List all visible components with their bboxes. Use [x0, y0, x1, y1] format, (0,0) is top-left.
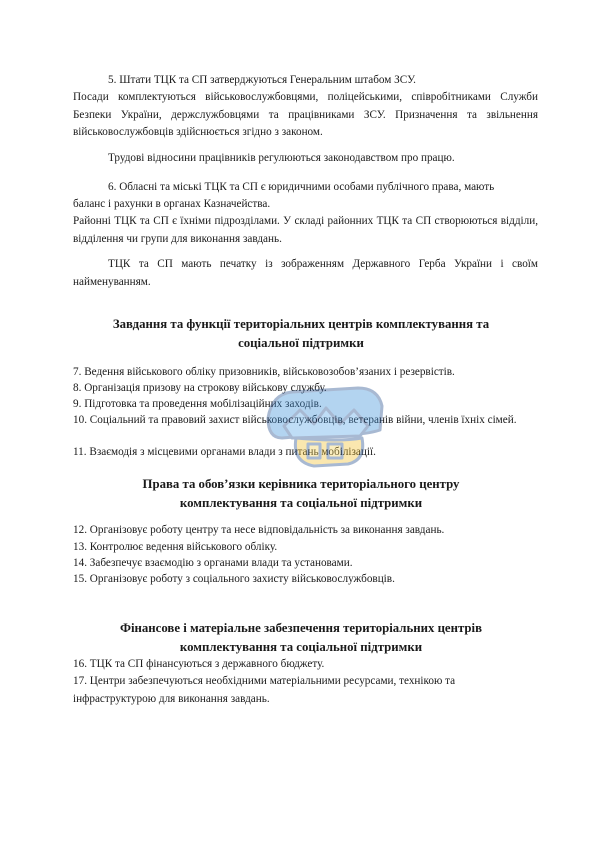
list-item: 13. Контролює ведення військового обліку.: [73, 541, 278, 553]
paragraph-6-first-line: 6. Обласні та міські ТЦК та СП є юридичними особами публічного права, мають: [108, 181, 495, 193]
heading-tasks-line-2: соціальної підтримки: [238, 336, 364, 350]
list-item: 16. ТЦК та СП фінансуються з державного бюджету.: [73, 658, 325, 670]
list-item: 8. Організація призову на строкову військову службу.: [73, 382, 327, 394]
paragraph-5-body: Посади комплектуються військовослужбовцями, поліцейськими, співробітниками Служби Безпеки України, держслужбовцями та працівниками ЗСУ. Призначення та звільнення військовослужбовців здійснюється згідно з законом.: [73, 91, 538, 138]
paragraph-labor-relations: Трудові відносини працівників регулюються законодавством про працю.: [108, 152, 455, 164]
paragraph-6-district-units: Районні ТЦК та СП є їхніми підрозділами. У складі районних ТЦК та СП створюються відділи, відділення чи групи для виконання завдань.: [73, 215, 538, 245]
paragraph-5-first-line: 5. Штати ТЦК та СП затверджуються Генеральним штабом ЗСУ.: [108, 74, 416, 86]
list-item: 11. Взаємодія з місцевими органами влади з питань мобілізації.: [73, 446, 376, 458]
paragraph-6-second-line: баланс і рахунки в органах Казначейства.: [73, 198, 271, 210]
heading-head-duties-line-2: комплектування та соціальної підтримки: [179, 496, 423, 510]
list-item: 15. Організовує роботу з соціального захисту військовослужбовців.: [73, 573, 395, 585]
heading-head-duties-line-1: Права та обов’язки керівника територіального центру: [142, 477, 460, 491]
heading-financing-line-2: комплектування та соціальної підтримки: [179, 640, 423, 654]
list-item: 10. Соціальний та правовий захист військовослужбовців, ветеранів війни, членів їхніх сімей.: [73, 414, 517, 426]
list-item: 9. Підготовка та проведення мобілізаційних заходів.: [73, 398, 322, 410]
heading-financing-line-1: Фінансове і матеріальне забезпечення територіальних центрів: [119, 621, 483, 635]
list-item: 14. Забезпечує взаємодію з органами влади та установами.: [73, 557, 353, 569]
paragraph-seal: ТЦК та СП мають печатку із зображенням Державного Герба України і своїм найменуванням.: [73, 258, 538, 288]
list-item: 12. Організовує роботу центру та несе відповідальність за виконання завдань.: [73, 524, 445, 536]
heading-tasks-line-1: Завдання та функції територіальних центрів комплектування та: [112, 317, 490, 331]
list-item: 17. Центри забезпечуються необхідними матеріальними ресурсами, технікою та інфраструктурою для виконання завдань.: [73, 675, 456, 705]
list-item: 7. Ведення військового обліку призовників, військовозобов’язаних і резервістів.: [73, 366, 455, 378]
